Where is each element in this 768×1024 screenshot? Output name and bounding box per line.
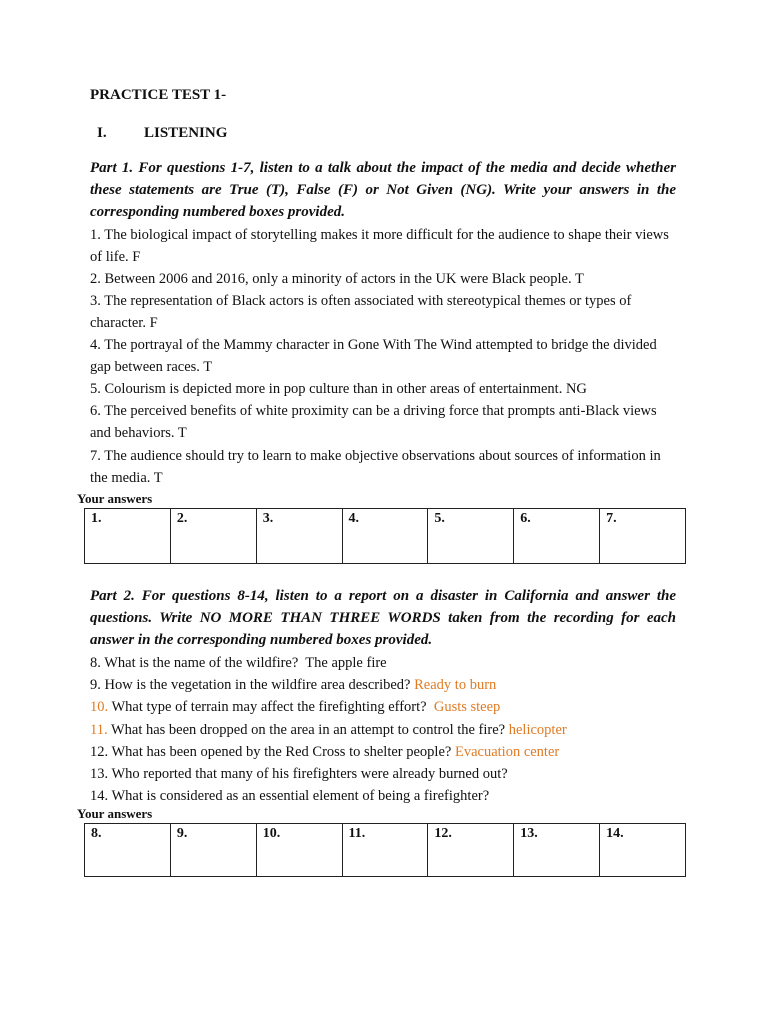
answer-row [85, 509, 686, 564]
answer-row [85, 824, 686, 877]
section-heading: LISTENING [144, 125, 228, 141]
part2-answers-label: Your answers [77, 806, 153, 821]
part1-instructions: Part 1. For questions 1-7, listen to a talk about the impact of the media and decide whether these statements are True (T), False (F) or Not Given (NG). Write your answers in the corresponding numbered boxes provided. [90, 160, 676, 220]
part1-answers-label: Your answers [77, 491, 153, 506]
section-number: I. [97, 125, 107, 141]
question-number: 8. [90, 655, 101, 671]
part1-question-1: 1. The biological impact of storytelling makes it more difficult for the audience to shape their views of life. F [90, 227, 669, 265]
part1-question-3: 3. The representation of Black actors is often associated with stereotypical themes or types of character. F [90, 293, 632, 331]
part2-question-10 [90, 696, 680, 718]
part1-question-2: 2. Between 2006 and 2016, only a minority of actors in the UK were Black people. T [90, 271, 584, 287]
page-title: PRACTICE TEST 1- [90, 87, 227, 103]
question-text: Who reported that many of his firefighters were already burned out? [108, 766, 508, 782]
answer-box-4[interactable]: 4. [342, 509, 428, 564]
part2-question-12 [90, 741, 680, 763]
question-text: What is the name of the wildfire? [100, 655, 299, 671]
question-number: 10. [90, 699, 109, 716]
answer-box-10[interactable]: 10. [256, 824, 342, 877]
question-number: 9. [90, 677, 101, 694]
answer-box-1[interactable]: 1. [85, 509, 171, 564]
question-text: What is considered as an essential element of being a firefighter? [108, 788, 490, 805]
question-answer: Gusts steep [426, 699, 501, 716]
answer-box-9[interactable]: 9. [170, 824, 256, 877]
question-number: 12. [90, 743, 109, 760]
question-text: How is the vegetation in the wildfire area described? [100, 677, 411, 694]
part2-question-14 [90, 785, 680, 807]
answer-box-14[interactable]: 14. [600, 824, 686, 877]
answer-box-3[interactable]: 3. [256, 509, 342, 564]
question-answer: Ready to burn [410, 677, 497, 694]
part1-question-6: 6. The perceived benefits of white proximity can be a driving force that prompts anti-Black views and behaviors. T [90, 403, 657, 441]
question-text: What type of terrain may affect the firefighting effort? [108, 699, 427, 716]
part1-answer-table [84, 508, 686, 564]
answer-box-5[interactable]: 5. [428, 509, 514, 564]
part2-answer-table [84, 823, 686, 877]
answer-box-6[interactable]: 6. [514, 509, 600, 564]
answer-box-7[interactable]: 7. [600, 509, 686, 564]
part1-question-7: 7. The audience should try to learn to make objective observations about sources of information in the media. T [90, 448, 661, 486]
answer-box-2[interactable]: 2. [170, 509, 256, 564]
answer-box-13[interactable]: 13. [514, 824, 600, 877]
question-text: What has been opened by the Red Cross to shelter people? [108, 743, 452, 760]
part2-question-13 [90, 763, 680, 785]
question-answer: Evacuation center [451, 743, 560, 760]
question-answer: The apple fire [298, 655, 387, 671]
part2-question-9 [90, 674, 680, 696]
part1-question-4: 4. The portrayal of the Mammy character in Gone With The Wind attempted to bridge the divided gap between races. T [90, 337, 657, 375]
answer-box-11[interactable]: 11. [342, 824, 428, 877]
part1-question-5: 5. Colourism is depicted more in pop culture than in other areas of entertainment. NG [90, 381, 587, 397]
answer-box-8[interactable]: 8. [85, 824, 171, 877]
part2-question-11 [90, 719, 680, 741]
question-answer: helicopter [505, 721, 567, 738]
part2-instructions: Part 2. For questions 8-14, listen to a report on a disaster in California and answer the questions. Write NO MORE THAN THREE WORDS taken from the recording for each answer in the corresponding numbered boxes provided. [90, 588, 676, 648]
question-number: 14. [90, 788, 109, 805]
question-number: 13. [90, 766, 109, 782]
part2-question-8 [90, 652, 680, 674]
question-number: 11. [90, 721, 108, 738]
answer-box-12[interactable]: 12. [428, 824, 514, 877]
question-text: What has been dropped on the area in an attempt to control the fire? [107, 721, 506, 738]
